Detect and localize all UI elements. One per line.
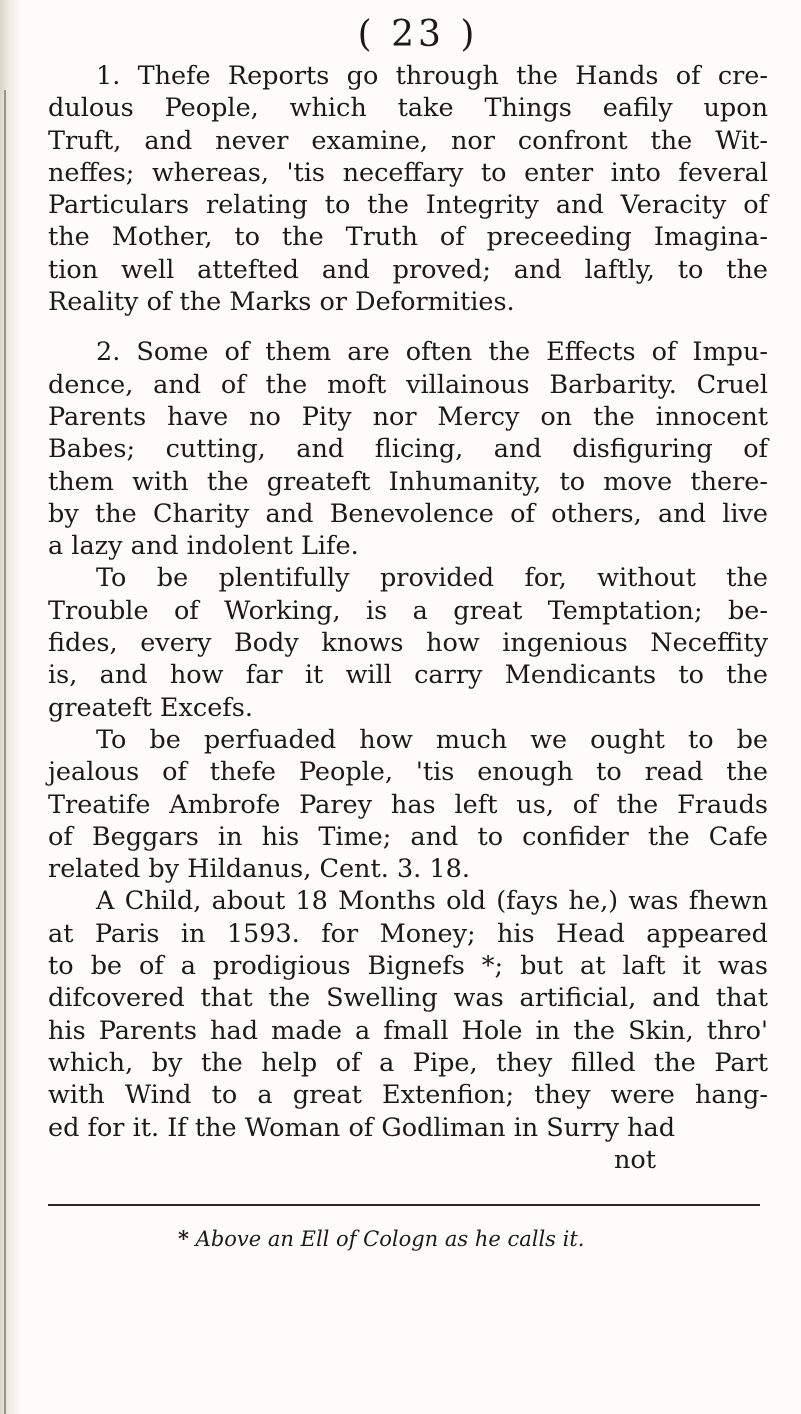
text-line: a lazy and indolent Life. [48, 531, 359, 562]
text-line: to be of a prodigious Bignefs *; but at laft it was [48, 951, 768, 982]
text-line: dence, and of the moft villainous Barbarity. Cruel [48, 369, 768, 400]
text-line: Truft, and never examine, nor confront the Wit- [48, 125, 768, 156]
paragraph-p1 [48, 60, 768, 318]
text-line: dulous People, which take Things eafily upon [48, 93, 768, 124]
text-line: jealous of thefe People, 'tis enough to read the [48, 757, 768, 788]
paragraph-p5 [48, 885, 768, 1143]
catchword: not [613, 1144, 656, 1175]
text-line: Parents have no Pity nor Mercy on the innocent [48, 401, 768, 432]
text-line: by the Charity and Benevolence of others, and live [48, 498, 768, 529]
text-line: at Paris in 1593. for Money; his Head appeared [48, 918, 768, 949]
text-line: his Parents had made a fmall Hole in the Skin, thro' [48, 1015, 768, 1046]
text-line: 1. Thefe Reports go through the Hands of cre- [96, 61, 768, 91]
page-binding-edge [0, 0, 22, 1414]
text-line: ed for it. If the Woman of Godliman in Surry had [48, 1112, 676, 1143]
text-line: related by Hildanus, Cent. 3. 18. [48, 854, 470, 885]
text-line: Reality of the Marks or Deformities. [48, 287, 515, 318]
paragraph-gap [48, 318, 768, 336]
text-line: To be perfuaded how much we ought to be [96, 724, 768, 755]
text-line: which, by the help of a Pipe, they filled the Part [48, 1047, 768, 1078]
footnote-marker: * [178, 1225, 189, 1251]
text-line: To be plentifully provided for, without the [96, 563, 768, 594]
footnote-text: Above an Ell of Cologn as he calls it. [195, 1226, 585, 1251]
text-line: greateft Excefs. [48, 692, 253, 723]
text-line: with Wind to a great Extenfion; they were hang- [48, 1080, 768, 1111]
book-page [48, 10, 768, 1254]
paragraph-p2 [48, 336, 768, 562]
page-number: ( 23 ) [357, 14, 479, 55]
text-line: Babes; cutting, and flicing, and disfiguring of [48, 434, 768, 465]
text-line: Particulars relating to the Integrity and Veracity of [48, 190, 768, 221]
text-line: Treatife Ambrofe Parey has left us, of the Frauds [48, 789, 768, 820]
body-text [48, 60, 768, 1144]
paragraph-p3 [48, 562, 768, 723]
text-line: A Child, about 18 Months old (fays he,) was fhewn [96, 886, 768, 917]
text-line: fides, every Body knows how ingenious Neceffity [48, 628, 768, 659]
text-line: 2. Some of them are often the Effects of Impu- [96, 337, 768, 368]
text-line: difcovered that the Swelling was artificial, and that [48, 983, 768, 1014]
text-line: tion well attefted and proved; and laftly, to the [48, 254, 768, 285]
text-line: is, and how far it will carry Mendicants to the [48, 660, 768, 691]
text-line: them with the greateft Inhumanity, to move there- [48, 466, 768, 497]
paragraph-p4 [48, 724, 768, 885]
footnote [48, 1224, 768, 1254]
text-line: the Mother, to the Truth of preceeding Imagina- [48, 222, 768, 253]
text-line: neffes; whereas, 'tis neceffary to enter into feveral [48, 157, 768, 188]
footnote-rule [48, 1204, 760, 1206]
text-line: Trouble of Working, is a great Temptation; be- [48, 595, 768, 626]
text-line: of Beggars in his Time; and to confider the Cafe [48, 821, 768, 852]
